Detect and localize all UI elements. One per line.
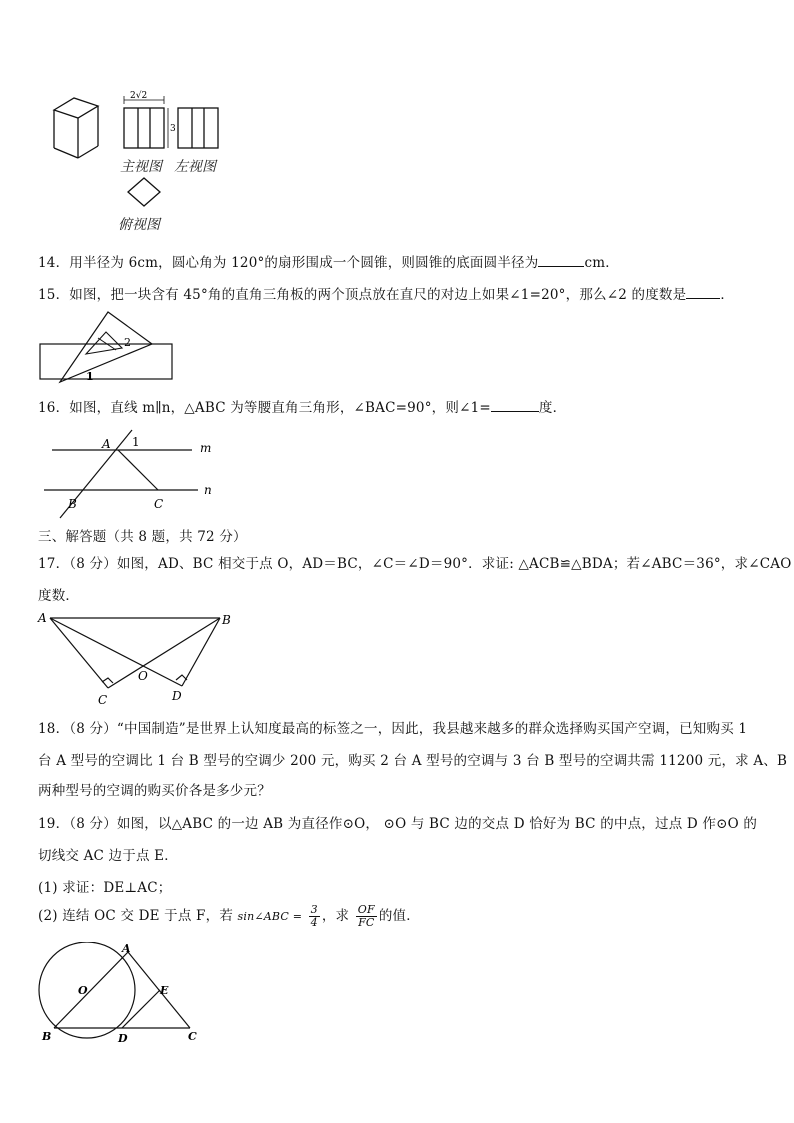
- q19-part2-start: (2) 连结 OC 交 DE 于点 F，若: [38, 908, 234, 924]
- question-17-line-2: 度数．: [38, 588, 80, 604]
- point-b-label: B: [68, 497, 77, 511]
- question-15: [38, 283, 734, 303]
- parallel-lines-triangle-drawing: [40, 424, 220, 524]
- question-18-line-2: 台 A 型号的空调比 1 台 B 型号的空调少 200 元，购买 2 台 A 型号的空调与 3 台 B 型号的空调共需 11200 元，求 A、B: [38, 753, 788, 769]
- dim-side-label: 3: [170, 124, 176, 134]
- circle-triangle-drawing: [34, 942, 204, 1046]
- three-view-figure: [48, 86, 228, 232]
- point-d-label: D: [172, 689, 182, 703]
- top-view: [128, 178, 160, 206]
- line-ac: [118, 450, 158, 490]
- segment-ac: [128, 952, 190, 1028]
- point-o-label: O: [78, 984, 88, 997]
- point-c-label: C: [98, 693, 108, 706]
- point-a-label: A: [38, 611, 47, 625]
- question-17-line-1: 17．（8 分）如图，AD、BC 相交于点 O，AD＝BC，∠C＝∠D＝90°．求证: △ACB≌△BDA；若∠ABC＝36°，求∠CAO: [38, 556, 792, 572]
- question-18-line-1: 18．（8 分）“中国制造”是世界上认知度最高的标签之一，因此，我县越来越多的群众选择购买国产空调，已知购买 1: [38, 721, 748, 737]
- q16-suffix: 度．: [538, 400, 567, 416]
- front-view: [124, 96, 168, 148]
- point-e-label: E: [160, 984, 169, 997]
- left-view: [178, 108, 218, 148]
- answer-blank[interactable]: [491, 399, 539, 412]
- sin-expression: sin∠ABC =: [237, 910, 303, 923]
- frac2-numerator: OF: [357, 903, 375, 916]
- q14-text: 14．用半径为 6cm，圆心角为 120°的扇形围成一个圆锥，则圆锥的底面圆半径为: [38, 255, 539, 271]
- fraction-three-quarters: [309, 904, 320, 929]
- question-19-line-2: 切线交 AC 边于点 E．: [38, 848, 178, 864]
- ruler: [40, 344, 172, 379]
- segment-bd: [182, 618, 220, 686]
- answer-blank[interactable]: [538, 254, 584, 267]
- segment-ac: [50, 618, 108, 688]
- point-b-label: B: [42, 1030, 52, 1043]
- section-3-heading: 三、解答题（共 8 题，共 72 分）: [38, 529, 247, 545]
- prism-solid: [54, 98, 98, 158]
- point-c-label: C: [154, 497, 164, 511]
- point-a-label: A: [102, 437, 111, 451]
- fraction-of-fc: [356, 904, 377, 929]
- angle-2-label: 2: [124, 336, 131, 349]
- question-19-part-1: (1) 求证：DE⊥AC；: [38, 880, 172, 896]
- point-o-label: O: [138, 669, 148, 683]
- frac1-numerator: 3: [310, 903, 318, 916]
- question-16: [38, 396, 566, 416]
- dim-top-label: 2√2: [130, 91, 148, 101]
- segment-ad: [50, 618, 182, 686]
- segment-bc: [108, 618, 220, 688]
- segment-de: [122, 990, 160, 1028]
- top-view-label: 俯视图: [118, 217, 160, 233]
- angle-1-label: 1: [132, 435, 140, 449]
- frac2-denominator: FC: [358, 916, 375, 929]
- line-n-label: n: [204, 483, 212, 497]
- angle-1-label: 1: [86, 370, 94, 383]
- question-14: [38, 251, 619, 271]
- crossing-triangles-drawing: [36, 608, 242, 706]
- front-view-label: 主视图: [120, 159, 162, 175]
- segment-ab: [54, 952, 128, 1028]
- question-18-line-3: 两种型号的空调的购买价各是多少元？: [38, 783, 271, 799]
- q17-figure: [36, 608, 242, 706]
- ruler-triangle-drawing: [38, 308, 178, 384]
- point-c-label: C: [188, 1030, 197, 1043]
- q15-text: 15．如图，把一块含有 45°角的直角三角板的两个顶点放在直尺的对边上如果∠1=20°，那么∠2 的度数是: [38, 287, 687, 303]
- q15-suffix: ．: [720, 287, 735, 303]
- answer-blank[interactable]: [686, 286, 720, 299]
- q19-figure: [34, 942, 204, 1046]
- q19-part2-mid: ，求: [321, 908, 350, 924]
- point-a-label: A: [122, 942, 131, 955]
- q16-text: 16．如图，直线 m∥n，△ABC 为等腰直角三角形，∠BAC=90°，则∠1=: [38, 400, 491, 416]
- q16-figure: [40, 424, 220, 524]
- line-m-label: m: [200, 441, 212, 455]
- point-d-label: D: [118, 1032, 128, 1045]
- q14-suffix: cm．: [584, 255, 619, 271]
- q19-part2-end: 的值．: [378, 908, 420, 924]
- set-square-outer: [60, 312, 152, 382]
- question-19-line-1: 19．（8 分）如图，以△ABC 的一边 AB 为直径作⊙O， ⊙O 与 BC 边的交点 D 恰好为 BC 的中点，过点 D 作⊙O 的: [38, 816, 758, 832]
- left-view-label: 左视图: [174, 159, 216, 175]
- question-19-part-2: [38, 904, 420, 929]
- q15-figure: [38, 308, 178, 384]
- point-b-label: B: [222, 613, 231, 627]
- frac1-denominator: 4: [310, 916, 318, 929]
